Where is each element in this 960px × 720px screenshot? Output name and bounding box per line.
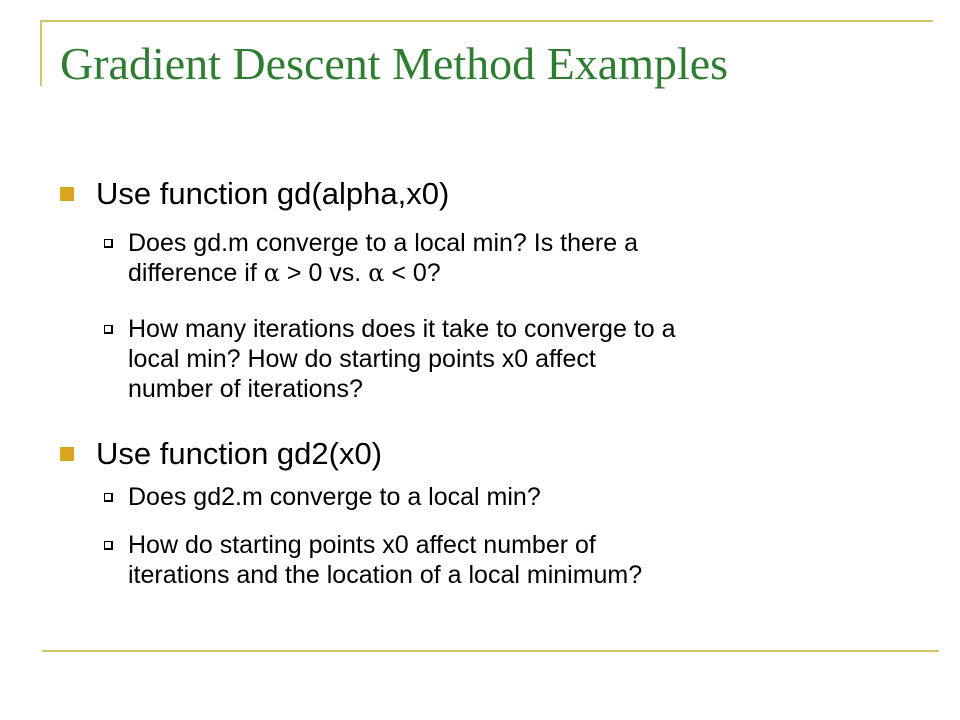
sub-item-line: Does gd.m converge to a local min? Is there a [128,229,638,257]
sub-item-line: iterations and the location of a local minimum? [128,561,643,589]
hollow-square-bullet-icon [104,239,113,248]
text-fragment: difference if [128,259,264,287]
square-bullet-icon [60,187,74,201]
bullet-item-2 [96,436,382,472]
sub-item-line [128,258,918,288]
text-fragment: < 0? [384,259,441,287]
sub-item-line: local min? How do starting points x0 affect [128,345,596,373]
bottom-rule [42,650,939,652]
slide-title: Gradient Descent Method Examples [60,38,729,89]
hollow-square-bullet-icon [104,325,113,334]
top-rule [40,20,933,22]
text-fragment: > 0 vs. [279,259,369,287]
hollow-square-bullet-icon [104,541,113,550]
bullet-text: Use function gd(alpha,x0) [96,176,450,211]
sub-item-1-1 [128,228,918,288]
sub-item-1-2 [128,314,918,404]
bullet-item-1 [96,176,449,212]
alpha-symbol: α [263,259,280,287]
hollow-square-bullet-icon [104,493,113,502]
bullet-text: Use function gd2(x0) [96,436,383,471]
sub-item-line: How do starting points x0 affect number of [128,531,596,559]
square-bullet-icon [60,447,74,461]
sub-item-2-2 [128,530,918,590]
sub-item-line: number of iterations? [128,375,363,403]
sub-item-2-1 [128,482,918,512]
sub-item-line: Does gd2.m converge to a local min? [128,483,541,511]
left-rule [40,20,42,86]
alpha-symbol: α [368,259,385,287]
sub-item-line: How many iterations does it take to converge to a [128,315,676,343]
